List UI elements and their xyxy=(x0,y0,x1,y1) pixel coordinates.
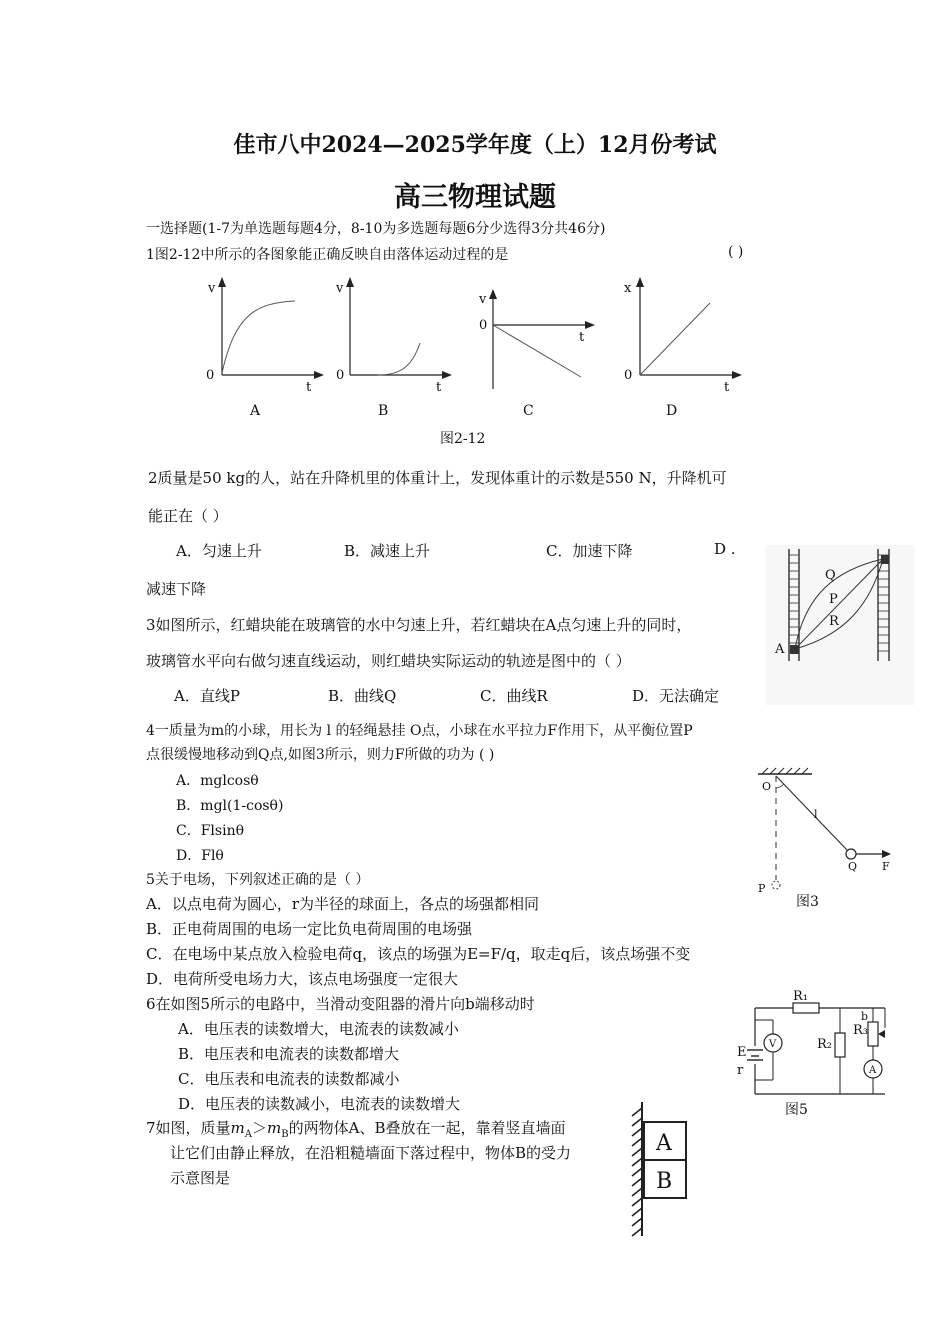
q6-option-b: B．电压表和电流表的读数都增大 xyxy=(178,1045,400,1063)
q4-fig-l: l xyxy=(814,808,818,821)
q7-stem-suffix: 的两物体A、B叠放在一起，靠着竖直墙面 xyxy=(288,1119,566,1137)
q2-option-c: C．加速下降 xyxy=(546,542,633,560)
q7-stem-1 xyxy=(146,1117,565,1140)
q6-fig-v: V xyxy=(769,1039,777,1050)
q6-fig-a: A xyxy=(869,1065,877,1076)
q4-fig-o: O xyxy=(762,780,772,793)
q1-b-xaxis: t xyxy=(436,380,442,395)
q3-label-p: P xyxy=(829,592,838,607)
q6-circuit-figure xyxy=(735,989,905,1123)
q4-fig-q: Q xyxy=(848,860,858,873)
q3-option-d: D．无法确定 xyxy=(632,687,720,705)
q1-a-label: A xyxy=(250,403,261,419)
q7-figure xyxy=(628,1100,698,1240)
q4-fig-caption: 图3 xyxy=(796,894,819,910)
q7-fig-b: B xyxy=(656,1169,673,1194)
q4-stem-1: 4一质量为m的小球，用长为 l 的轻绳悬挂 O点，小球在水平拉力F作用下，从平衡位置P xyxy=(146,723,693,739)
q3-figure xyxy=(765,545,915,705)
q7-sub-a: A xyxy=(244,1129,253,1140)
q1-b-label: B xyxy=(378,403,389,419)
q7-gt: ＞ xyxy=(252,1119,268,1137)
q2-option-b: B．减速上升 xyxy=(344,542,431,560)
q6-fig-r: r xyxy=(737,1063,744,1078)
q3-option-c: C．曲线R xyxy=(480,687,548,705)
q5-option-b: B．正电荷周围的电场一定比负电荷周围的电场强 xyxy=(146,920,473,938)
q3-option-b: B．曲线Q xyxy=(328,687,397,705)
q6-fig-e: E xyxy=(737,1045,747,1060)
q1-d-origin: 0 xyxy=(624,368,633,383)
q7-stem-prefix: 7如图，质量 xyxy=(146,1119,231,1137)
q1-b-yaxis: v xyxy=(336,281,344,296)
q7-fig-a: A xyxy=(656,1131,672,1156)
q6-fig-r1: R₁ xyxy=(793,989,808,1004)
q1-bracket: ( ) xyxy=(728,244,744,260)
q6-fig-r3: R₃ xyxy=(853,1023,868,1038)
q5-option-d: D．电荷所受电场力大，该点电场强度一定很大 xyxy=(146,970,459,988)
q5-option-c: C．在电场中某点放入检验电荷q，该点的场强为E=F/q，取走q后，该点场强不变 xyxy=(146,945,691,963)
q4-stem-2: 点很缓慢地移动到Q点,如图3所示，则力F所做的功为 ( ) xyxy=(146,747,495,763)
exam-title: 佳市八中2024—2025学年度（上）12月份考试 xyxy=(233,132,717,158)
q6-option-a: A．电压表的读数增大，电流表的读数减小 xyxy=(178,1020,459,1038)
q6-option-c: C．电压表和电流表的读数都减小 xyxy=(178,1070,400,1088)
q3-label-r: R xyxy=(829,614,839,629)
q5-option-a: A．以点电荷为圆心，r为半径的球面上，各点的场强都相同 xyxy=(146,895,540,913)
q1-graph-b xyxy=(330,275,460,425)
q1-graph-c xyxy=(475,285,605,425)
q2-option-a: A．匀速上升 xyxy=(176,542,262,560)
q1-c-yaxis: v xyxy=(479,292,487,307)
q1-c-origin: 0 xyxy=(479,318,488,333)
q3-label-a: A xyxy=(775,642,785,657)
q6-fig-caption: 图5 xyxy=(785,1102,808,1118)
q7-mass-a: m xyxy=(230,1119,245,1137)
q7-mass-b: m xyxy=(267,1119,282,1137)
q6-stem: 6在如图5所示的电路中，当滑动变阻器的滑片向b端移动时 xyxy=(146,995,535,1013)
q3-option-a: A．直线P xyxy=(174,687,240,705)
q1-d-xaxis: t xyxy=(724,380,730,395)
q1-a-xaxis: t xyxy=(306,380,312,395)
q1-graph-d xyxy=(620,275,750,425)
q6-fig-r2: R₂ xyxy=(817,1037,832,1052)
q4-option-d: D．Flθ xyxy=(176,848,224,864)
q1-c-label: C xyxy=(523,403,534,419)
q1-b-origin: 0 xyxy=(336,368,345,383)
q2-option-d-cont: 减速下降 xyxy=(146,580,207,598)
q7-sub-b: B xyxy=(281,1129,289,1140)
q1-caption: 图2-12 xyxy=(440,431,486,447)
q1-stem: 1图2-12中所示的各图象能正确反映自由落体运动过程的是 xyxy=(146,247,509,263)
q3-label-q: Q xyxy=(825,568,836,583)
q4-option-a: A．mglcosθ xyxy=(176,773,259,789)
q1-c-xaxis: t xyxy=(579,330,585,345)
q3-stem-2: 玻璃管水平向右做匀速直线运动，则红蜡块实际运动的轨迹是图中的（ ） xyxy=(146,652,631,670)
section-heading: 一选择题(1-7为单选题每题4分，8-10为多选题每题6分少选得3分共46分) xyxy=(146,221,606,237)
q1-a-origin: 0 xyxy=(206,368,215,383)
q4-fig-f: F xyxy=(882,860,890,873)
q4-option-c: C．Flsinθ xyxy=(176,823,245,839)
q2-option-d: D . xyxy=(714,540,736,558)
q1-d-yaxis: x xyxy=(624,281,632,296)
q6-fig-b: b xyxy=(861,1010,869,1023)
q1-a-yaxis: v xyxy=(208,281,216,296)
q3-stem-1: 3如图所示，红蜡块能在玻璃管的水中匀速上升，若红蜡块在A点匀速上升的同时， xyxy=(146,616,692,634)
q1-d-label: D xyxy=(666,403,678,419)
q5-stem: 5关于电场，下列叙述正确的是（ ） xyxy=(146,872,370,888)
exam-subtitle: 高三物理试题 xyxy=(394,182,556,213)
q4-fig-p: P xyxy=(758,882,766,895)
q6-option-d: D．电压表的读数减小，电流表的读数增大 xyxy=(178,1095,461,1113)
q4-figure xyxy=(750,770,900,920)
q7-stem-3: 示意图是 xyxy=(170,1169,231,1187)
q4-option-b: B．mgl(1-cosθ) xyxy=(176,798,284,814)
q1-graph-a xyxy=(200,275,330,425)
q2-stem-1: 2质量是50 kg的人，站在升降机里的体重计上，发现体重计的示数是550 N，升降机可 xyxy=(148,469,727,487)
q7-stem-2: 让它们由静止释放，在沿粗糙墙面下落过程中，物体B的受力 xyxy=(170,1144,572,1162)
q2-stem-2: 能正在（ ） xyxy=(148,507,228,525)
